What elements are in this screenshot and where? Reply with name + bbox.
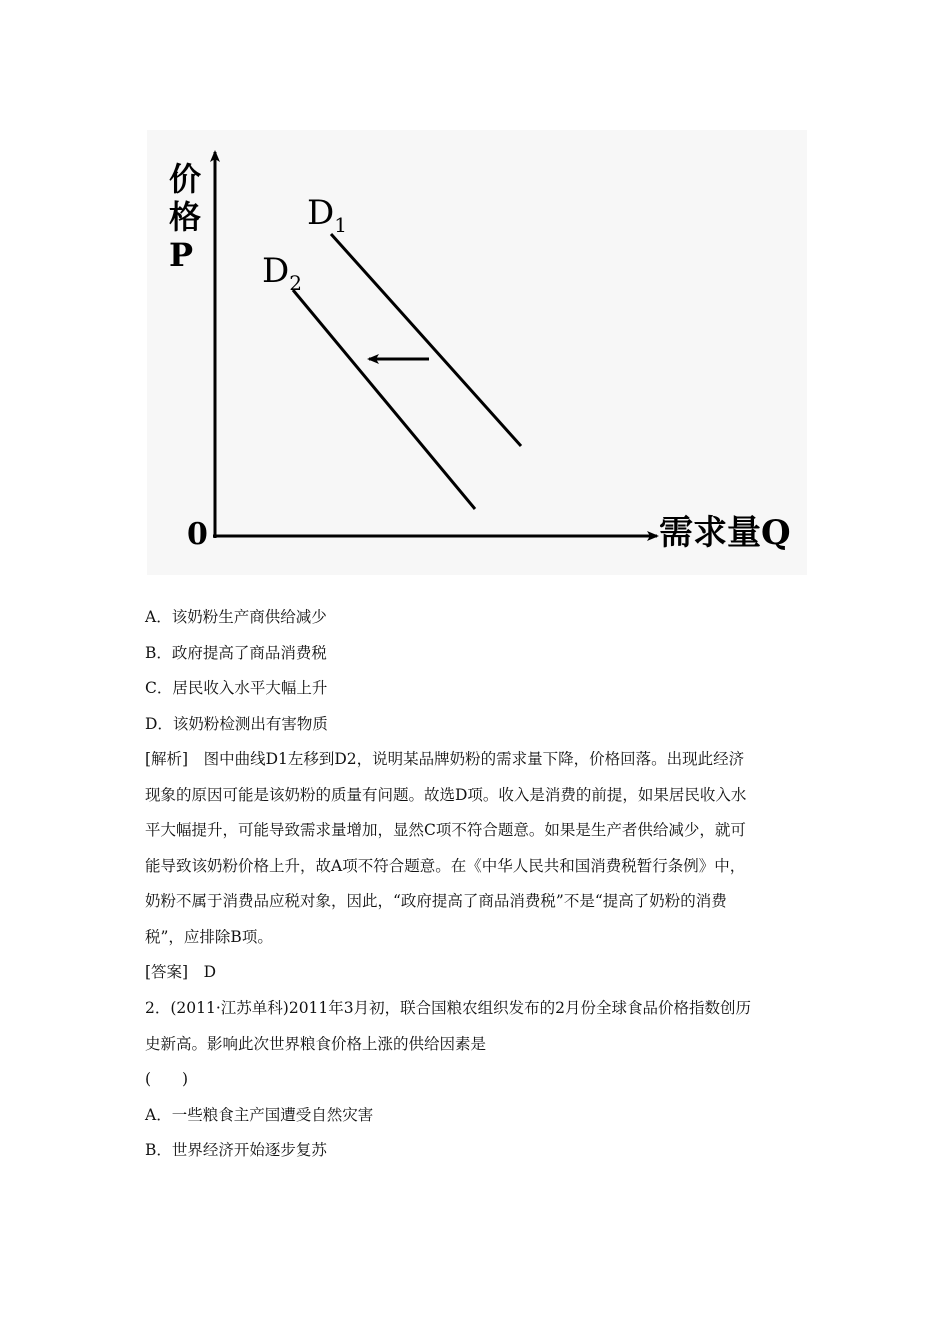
option-c: C．居民收入水平大幅上升 — [145, 679, 328, 697]
analysis-line: 平大幅提升，可能导致需求量增加，显然C项不符合题意。如果是生产者供给减少，就可 — [145, 821, 746, 839]
question2-line: 2．(2011·江苏单科)2011年3月初，联合国粮农组织发布的2月份全球食品价格指数创历 — [145, 999, 752, 1017]
analysis-line: 现象的原因可能是该奶粉的质量有问题。故选D项。收入是消费的前提，如果居民收入水 — [145, 785, 747, 804]
curve-subscript: 1 — [334, 213, 347, 237]
demand-curve-d2 — [293, 290, 475, 509]
demand-graph — [147, 130, 807, 575]
curve-letter: D — [262, 251, 290, 291]
question1-options — [145, 600, 810, 742]
analysis-line: 奶粉不属于消费品应税对象，因此，“政府提高了商品消费税”不是“提高了奶粉的消费 — [145, 892, 727, 910]
demand-curve-d1 — [331, 234, 521, 446]
analysis-line: 税”，应排除B项。 — [145, 927, 273, 946]
option-a: A．该奶粉生产商供给减少 — [145, 608, 327, 626]
analysis-line: [解析] 图中曲线D1左移到D2，说明某品牌奶粉的需求量下降，价格回落。出现此经济 — [145, 750, 745, 768]
question2 — [145, 991, 810, 1169]
curve-d2-label — [262, 251, 302, 295]
y-axis-label — [169, 160, 209, 274]
option-b: B．世界经济开始逐步复苏 — [145, 1141, 327, 1159]
answer-line — [145, 955, 810, 991]
curve-d1-label — [307, 193, 347, 237]
answer-text: [答案] D — [145, 963, 217, 981]
demand-curve-figure — [147, 130, 807, 575]
question2-blank: ( ) — [145, 1070, 189, 1088]
y-axis-label-char: P — [169, 236, 194, 274]
curve-letter: D — [307, 193, 335, 233]
x-axis-label: 需求量Q — [659, 513, 791, 553]
analysis-paragraph — [145, 742, 810, 955]
curve-subscript: 2 — [289, 271, 302, 295]
y-axis-label-char: 格 — [169, 198, 202, 236]
question2-line: 史新高。影响此次世界粮食价格上涨的供给因素是 — [145, 1034, 487, 1053]
y-axis-label-char: 价 — [169, 160, 202, 198]
analysis-line: 能导致该奶粉价格上升，故A项不符合题意。在《中华人民共和国消费税暂行条例》中， — [145, 856, 746, 875]
option-a: A．一些粮食主产国遭受自然灾害 — [145, 1105, 374, 1124]
option-d: D．该奶粉检测出有害物质 — [145, 714, 328, 733]
origin-label: 0 — [187, 517, 208, 552]
option-b: B．政府提高了商品消费税 — [145, 643, 327, 662]
